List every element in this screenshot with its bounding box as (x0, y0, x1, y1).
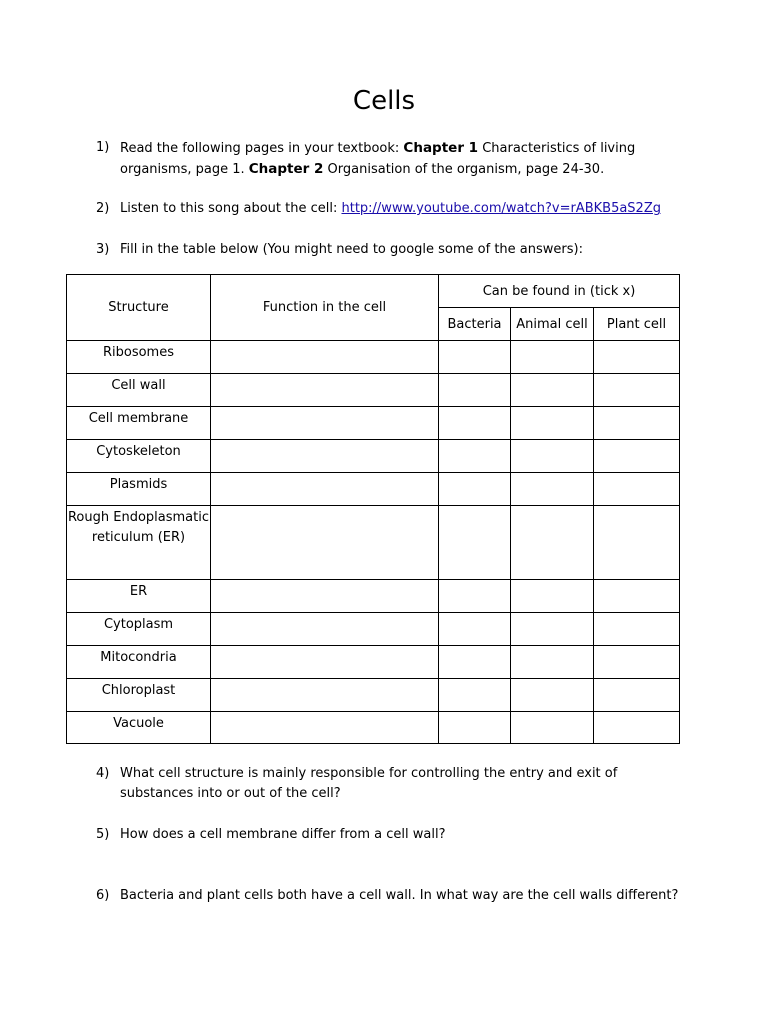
structure-name: Cytoskeleton (67, 440, 211, 473)
animal-cell[interactable] (511, 473, 594, 506)
structure-name: Ribosomes (67, 341, 211, 374)
plant-cell[interactable] (594, 506, 680, 580)
header-bacteria: Bacteria (439, 308, 511, 341)
table-row (67, 646, 680, 679)
table-row (67, 341, 680, 374)
plant-cell[interactable] (594, 580, 680, 613)
function-cell[interactable] (211, 580, 439, 613)
question-number: 3) (96, 242, 110, 257)
plant-cell[interactable] (594, 712, 680, 744)
table-row (67, 407, 680, 440)
bacteria-cell[interactable] (439, 712, 511, 744)
function-cell[interactable] (211, 374, 439, 407)
plant-cell[interactable] (594, 440, 680, 473)
header-function: Function in the cell (211, 275, 439, 341)
bacteria-cell[interactable] (439, 407, 511, 440)
animal-cell[interactable] (511, 407, 594, 440)
table-row (67, 440, 680, 473)
plant-cell[interactable] (594, 473, 680, 506)
question-number: 2) (96, 201, 110, 216)
header-animal-cell: Animal cell (511, 308, 594, 341)
question-3 (96, 240, 686, 260)
function-cell[interactable] (211, 679, 439, 712)
bacteria-cell[interactable] (439, 679, 511, 712)
function-cell[interactable] (211, 440, 439, 473)
youtube-link[interactable]: http://www.youtube.com/watch?v=rABKB5aS2Zg (341, 201, 661, 216)
bacteria-cell[interactable] (439, 341, 511, 374)
table-row (67, 712, 680, 744)
question-text: Read the following pages in your textbook: Chapter 1 Characteristics of living organisms, page 1. Chapter 2 Organisation of the organism, page 24-30. (120, 140, 636, 177)
plant-cell[interactable] (594, 679, 680, 712)
animal-cell[interactable] (511, 580, 594, 613)
structure-name: Chloroplast (67, 679, 211, 712)
structure-name: Plasmids (67, 473, 211, 506)
chapter-1-label: Chapter 1 (403, 140, 479, 156)
animal-cell[interactable] (511, 440, 594, 473)
bacteria-cell[interactable] (439, 440, 511, 473)
bacteria-cell[interactable] (439, 374, 511, 407)
table-row (67, 506, 680, 580)
question-number: 1) (96, 140, 110, 155)
function-cell[interactable] (211, 712, 439, 744)
page-title: Cells (352, 86, 416, 116)
header-structure: Structure (67, 275, 211, 341)
question-text: Bacteria and plant cells both have a cell wall. In what way are the cell walls different? (120, 888, 679, 903)
table-row (67, 473, 680, 506)
header-found-in: Can be found in (tick x) (439, 275, 680, 308)
structure-name: Cytoplasm (67, 613, 211, 646)
question-number: 5) (96, 827, 110, 842)
header-plant-cell: Plant cell (594, 308, 680, 341)
bacteria-cell[interactable] (439, 473, 511, 506)
bacteria-cell[interactable] (439, 646, 511, 679)
question-1 (96, 138, 686, 180)
function-cell[interactable] (211, 473, 439, 506)
question-number: 6) (96, 888, 110, 903)
animal-cell[interactable] (511, 712, 594, 744)
plant-cell[interactable] (594, 341, 680, 374)
function-cell[interactable] (211, 646, 439, 679)
question-text: How does a cell membrane differ from a cell wall? (120, 827, 446, 842)
cell-structures-table (66, 274, 680, 744)
table-row (67, 374, 680, 407)
structure-name: Cell membrane (67, 407, 211, 440)
table-row (67, 679, 680, 712)
structure-name: Vacuole (67, 712, 211, 744)
function-cell[interactable] (211, 407, 439, 440)
plant-cell[interactable] (594, 646, 680, 679)
question-number: 4) (96, 766, 110, 781)
animal-cell[interactable] (511, 341, 594, 374)
structure-name: Mitocondria (67, 646, 211, 679)
table-row (67, 613, 680, 646)
structure-name: Cell wall (67, 374, 211, 407)
question-text: Listen to this song about the cell: http://www.youtube.com/watch?v=rABKB5aS2Zg (120, 201, 661, 216)
bacteria-cell[interactable] (439, 580, 511, 613)
animal-cell[interactable] (511, 646, 594, 679)
function-cell[interactable] (211, 506, 439, 580)
animal-cell[interactable] (511, 613, 594, 646)
animal-cell[interactable] (511, 506, 594, 580)
plant-cell[interactable] (594, 407, 680, 440)
table-row (67, 580, 680, 613)
question-2 (96, 199, 686, 219)
question-6 (96, 886, 686, 906)
animal-cell[interactable] (511, 679, 594, 712)
function-cell[interactable] (211, 341, 439, 374)
question-text: What cell structure is mainly responsible for controlling the entry and exit of substances into or out of the cell? (120, 766, 618, 801)
question-4 (96, 764, 686, 804)
chapter-2-label: Chapter 2 (248, 161, 324, 177)
question-5 (96, 825, 686, 845)
animal-cell[interactable] (511, 374, 594, 407)
question-text: Fill in the table below (You might need to google some of the answers): (120, 242, 583, 257)
function-cell[interactable] (211, 613, 439, 646)
structure-name: Rough Endoplasmatic reticulum (ER) (67, 506, 211, 580)
structure-name: ER (67, 580, 211, 613)
bacteria-cell[interactable] (439, 613, 511, 646)
plant-cell[interactable] (594, 374, 680, 407)
plant-cell[interactable] (594, 613, 680, 646)
bacteria-cell[interactable] (439, 506, 511, 580)
